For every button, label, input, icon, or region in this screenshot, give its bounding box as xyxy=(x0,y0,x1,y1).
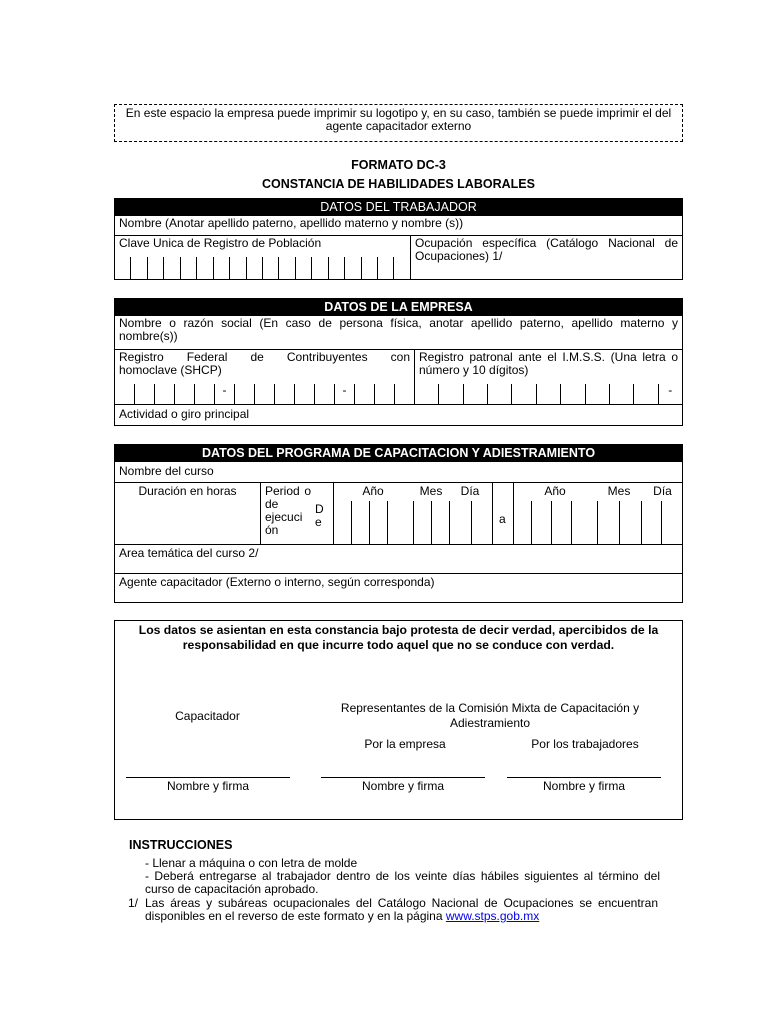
char-box[interactable] xyxy=(262,257,278,279)
section-header-trabajador: DATOS DEL TRABAJADOR xyxy=(115,199,682,216)
field-agente-capacitador[interactable]: Agente capacitador (Externo o interno, según corresponda) xyxy=(115,573,682,602)
section-header-programa: DATOS DEL PROGRAMA DE CAPACITACION Y ADIESTRAMIENTO xyxy=(115,445,682,462)
char-box[interactable] xyxy=(393,257,409,279)
char-box[interactable] xyxy=(154,384,174,404)
form-title: FORMATO DC-3 xyxy=(351,158,446,172)
section-header-empresa: DATOS DE LA EMPRESA xyxy=(115,299,682,316)
char-box[interactable] xyxy=(344,257,360,279)
char-box[interactable] xyxy=(377,257,393,279)
instruction-item-3-prefix: 1/ xyxy=(128,896,139,910)
date-box-divider xyxy=(531,501,532,544)
char-box[interactable] xyxy=(463,384,487,404)
instruction-item-3: Las áreas y subáreas ocupacionales del Catálogo Nacional de Ocupaciones se encuentran disponibles en el reverso de este formato y en la página www.stps.gob.mx xyxy=(145,896,658,923)
field-registro-imss[interactable]: Registro patronal ante el I.M.S.S. (Una letra o número y 10 dígitos) - xyxy=(415,350,682,404)
field-duracion-horas[interactable]: Duración en horas xyxy=(115,483,261,544)
char-box[interactable] xyxy=(374,384,394,404)
header-dia-fin: Día xyxy=(653,484,672,498)
char-box[interactable] xyxy=(180,257,196,279)
logo-note: En este espacio la empresa puede imprimir su logotipo y, en su caso, también se puede imprimir el del agente capacitador externo xyxy=(125,106,672,133)
char-box[interactable]: - xyxy=(658,384,682,404)
char-box[interactable] xyxy=(394,384,414,404)
field-razon-social[interactable]: Nombre o razón social (En caso de persona física, anotar apellido paterno, apellido materno y nombre(s)) xyxy=(119,316,678,343)
rfc-character-boxes[interactable] xyxy=(115,384,414,404)
char-box[interactable] xyxy=(560,384,584,404)
form-subtitle: CONSTANCIA DE HABILIDADES LABORALES xyxy=(262,177,535,191)
firma-label-empresa: Nombre y firma xyxy=(361,779,444,793)
char-box[interactable] xyxy=(511,384,535,404)
firma-label-trabajadores: Nombre y firma xyxy=(542,779,625,793)
field-nombre-trabajador[interactable]: Nombre (Anotar apellido paterno, apellido materno y nombre (s)) xyxy=(119,216,464,230)
representantes-label: Representantes de la Comisión Mixta de Capacitación y Adiestramiento xyxy=(340,701,640,730)
section-programa xyxy=(114,444,683,603)
instructions-title: INSTRUCCIONES xyxy=(129,838,233,852)
char-box[interactable] xyxy=(314,384,334,404)
row-curp-ocupacion xyxy=(115,235,682,279)
date-box-divider xyxy=(641,501,642,544)
declaration-text: Los datos se asientan en esta constancia bajo protesta de decir verdad, apercibidos de la responsabilidad en que incurre todo aquel que no se conduce con verdad. xyxy=(138,623,659,652)
instruction-item-1: - Llenar a máquina o con letra de molde xyxy=(145,856,358,870)
date-box-divider xyxy=(551,501,552,544)
de-label: D e xyxy=(315,502,324,529)
por-empresa-label: Por la empresa xyxy=(364,737,446,751)
char-box[interactable] xyxy=(213,257,229,279)
char-box[interactable] xyxy=(134,384,154,404)
field-ocupacion[interactable]: Ocupación específica (Catálogo Nacional de Ocupaciones) 1/ xyxy=(415,236,678,263)
char-box[interactable] xyxy=(274,384,294,404)
field-area-tematica[interactable]: Area temática del curso 2/ xyxy=(115,544,682,573)
char-box[interactable] xyxy=(196,257,212,279)
char-box[interactable]: - xyxy=(334,384,354,404)
char-box[interactable] xyxy=(354,384,374,404)
char-box[interactable] xyxy=(130,257,146,279)
field-nombre-curso[interactable]: Nombre del curso xyxy=(119,464,214,478)
char-box[interactable] xyxy=(536,384,560,404)
char-box[interactable] xyxy=(633,384,657,404)
header-ano-inicio: Año xyxy=(362,484,384,498)
field-rfc[interactable]: Registro Federal de Contribuyentes con homoclave (SHCP) - - xyxy=(115,350,415,404)
signature-line-trabajadores[interactable] xyxy=(507,777,661,778)
stps-link[interactable]: www.stps.gob.mx xyxy=(445,909,540,923)
signature-line-empresa[interactable] xyxy=(321,777,485,778)
date-box-divider xyxy=(449,501,450,544)
header-mes-fin: Mes xyxy=(607,484,631,498)
date-box-divider xyxy=(369,501,370,544)
date-box-divider xyxy=(471,501,472,544)
char-box[interactable] xyxy=(487,384,511,404)
date-box-divider xyxy=(571,501,572,544)
char-box[interactable] xyxy=(194,384,214,404)
date-box-divider xyxy=(597,501,598,544)
date-box-divider xyxy=(431,501,432,544)
char-box[interactable] xyxy=(311,257,327,279)
capacitador-label: Capacitador xyxy=(175,709,240,723)
curp-character-boxes[interactable] xyxy=(115,257,410,279)
header-dia-inicio: Día xyxy=(460,484,480,498)
char-box[interactable] xyxy=(234,384,254,404)
char-box[interactable] xyxy=(174,384,194,404)
row-rfc-imss xyxy=(115,349,682,404)
char-box[interactable] xyxy=(147,257,163,279)
char-box[interactable] xyxy=(229,257,245,279)
signature-line-capacitador[interactable] xyxy=(126,777,290,778)
date-box-divider xyxy=(661,501,662,544)
section-trabajador xyxy=(114,198,683,280)
header-ano-fin: Año xyxy=(544,484,566,498)
field-actividad[interactable]: Actividad o giro principal xyxy=(115,404,682,425)
char-box[interactable] xyxy=(361,257,377,279)
header-mes-inicio: Mes xyxy=(419,484,443,498)
field-curp[interactable]: Clave Unica de Registro de Población xyxy=(115,236,411,279)
date-box-divider xyxy=(413,501,414,544)
row-duracion-periodo xyxy=(115,482,682,544)
date-box-divider xyxy=(351,501,352,544)
periodo-label: Period o de ejecuci ón xyxy=(265,484,311,537)
char-box[interactable] xyxy=(246,257,262,279)
char-box[interactable]: - xyxy=(214,384,234,404)
por-trabajadores-label: Por los trabajadores xyxy=(531,737,639,751)
date-box-divider xyxy=(619,501,620,544)
imss-character-boxes[interactable] xyxy=(415,384,682,404)
a-label: a xyxy=(499,512,506,526)
declaration-box xyxy=(114,620,683,820)
char-box[interactable] xyxy=(254,384,274,404)
firma-label-capacitador: Nombre y firma xyxy=(166,779,249,793)
date-box-divider xyxy=(387,501,388,544)
char-box[interactable] xyxy=(115,384,134,404)
char-box[interactable] xyxy=(278,257,294,279)
char-box[interactable] xyxy=(415,384,438,404)
char-box[interactable] xyxy=(163,257,179,279)
instruction-item-2: - Deberá entregarse al trabajador dentro de los veinte días hábiles siguientes al término del curso de capacitación aprobado. xyxy=(145,869,660,896)
char-box[interactable] xyxy=(438,384,462,404)
char-box[interactable] xyxy=(585,384,609,404)
char-box[interactable] xyxy=(115,257,130,279)
char-box[interactable] xyxy=(295,257,311,279)
char-box[interactable] xyxy=(294,384,314,404)
char-box[interactable] xyxy=(609,384,633,404)
logo-placeholder-box xyxy=(114,104,683,142)
section-empresa xyxy=(114,298,683,426)
char-box[interactable] xyxy=(328,257,344,279)
